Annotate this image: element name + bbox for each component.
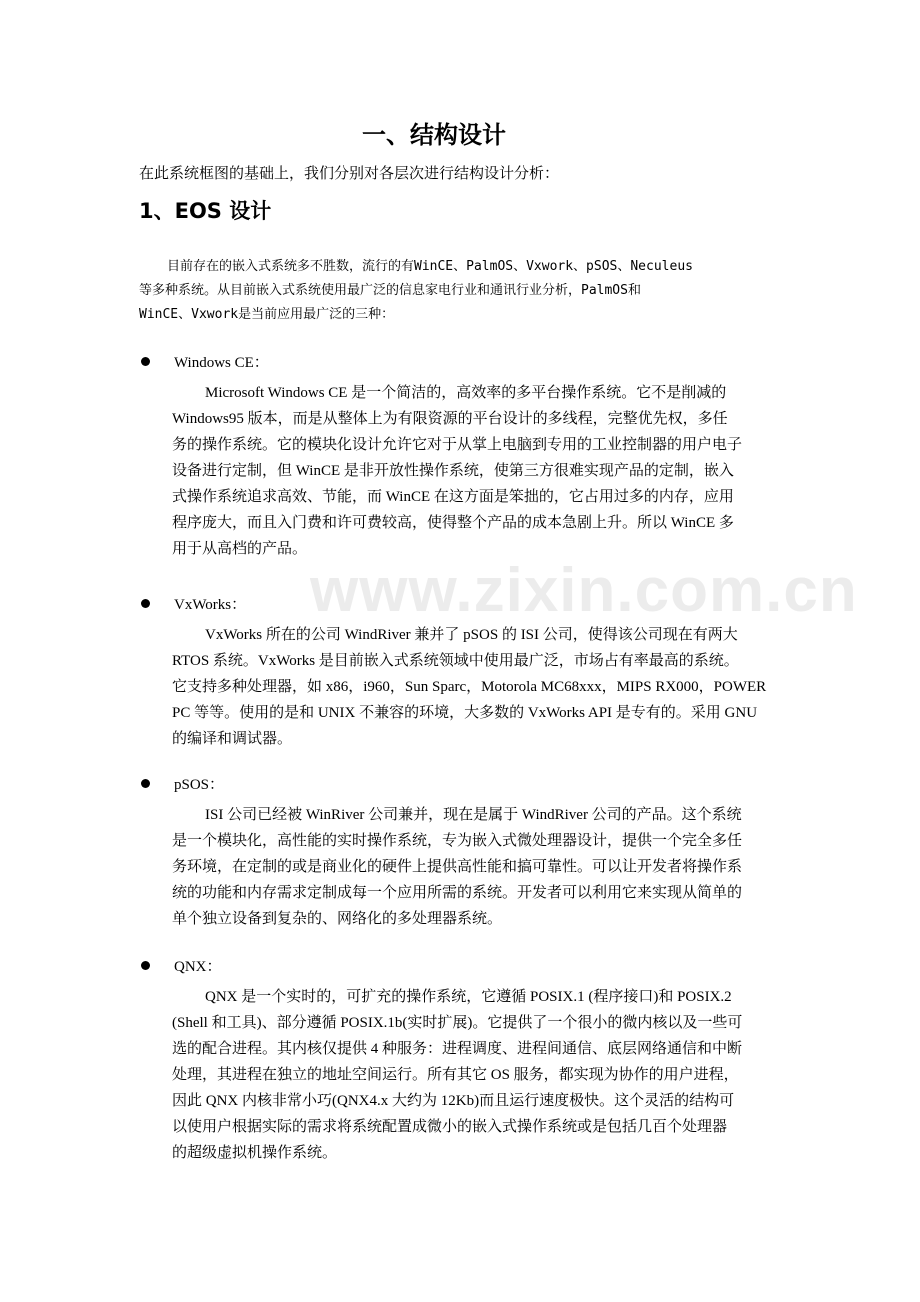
bullet-icon [141,599,150,608]
body-line: 它支持多种处理器，如 x86，i960，Sun Sparc，Motorola MC68xxx，MIPS RX000，POWER [172,679,767,695]
paragraph-line: 目前存在的嵌入式系统多不胜数，流行的有WinCE、PalmOS、Vxwork、pSOS、Neculeus [167,259,693,274]
list-item-heading-wince [139,351,269,375]
body-line: 设备进行定制，但 WinCE 是非开放性操作系统，使第三方很难实现产品的定制，嵌入 [172,463,734,479]
list-item-heading-vxworks [139,593,246,617]
list-item-body-vxworks [172,622,792,752]
paragraph-line: 等多种系统。从目前嵌入式系统使用最广泛的信息家电行业和通讯行业分析，PalmOS和 [139,283,641,298]
body-line: 程序庞大，而且入门费和许可费较高，使得整个产品的成本急剧上升。所以 WinCE 多 [172,515,734,531]
body-line: VxWorks 所在的公司 WindRiver 兼并了 pSOS 的 ISI 公司，使得该公司现在有两大 [205,627,738,643]
body-line: QNX 是一个实时的，可扩充的操作系统，它遵循 POSIX.1 (程序接口)和 POSIX.2 [205,989,732,1005]
intro-text: 在此系统框图的基础上，我们分别对各层次进行结构设计分析： [139,164,560,182]
section-heading: 1、EOS 设计 [139,199,272,223]
item-heading-text: VxWorks： [174,597,247,613]
bullet-icon [141,357,150,366]
body-line: RTOS 系统。VxWorks 是目前嵌入式系统领域中使用最广泛，市场占有率最高的系统。 [172,653,739,669]
overview-paragraph [139,255,799,327]
body-line: Microsoft Windows CE 是一个简洁的，高效率的多平台操作系统。它不是削减的 [205,385,727,401]
body-line: 的编译和调试器。 [172,731,293,747]
item-heading-text: QNX： [174,959,222,975]
body-line: ISI 公司已经被 WinRiver 公司兼并，现在是属于 WindRiver 公司的产品。这个系统 [205,807,742,823]
watermark: www.zixin.com.cn [310,556,858,625]
body-line: 统的功能和内存需求定制成每一个应用所需的系统。开发者可以利用它来实现从简单的 [172,885,743,901]
bullet-icon [141,779,150,788]
body-line: 因此 QNX 内核非常小巧(QNX4.x 大约为 12Kb)而且运行速度极快。这个灵活的结构可 [172,1093,735,1109]
body-line: 处理，其进程在独立的地址空间运行。所有其它 OS 服务，都实现为协作的用户进程， [172,1067,739,1083]
body-line: 用于从高档的产品。 [172,541,308,557]
body-line: 选的配合进程。其内核仅提供 4 种服务：进程调度、进程间通信、底层网络通信和中断 [172,1041,743,1057]
body-line: 是一个模块化，高性能的实时操作系统，专为嵌入式微处理器设计，提供一个完全多任 [172,833,743,849]
body-line: Windows95 版本，而是从整体上为有限资源的平台设计的多线程，完整优先权，多任 [172,411,728,427]
body-line: 单个独立设备到复杂的、网络化的多处理器系统。 [172,911,503,927]
list-item-body-psos [172,802,792,932]
list-item-body-qnx [172,984,792,1166]
body-line: 务的操作系统。它的模块化设计允许它对于从掌上电脑到专用的工业控制器的用户电子 [172,437,743,453]
paragraph-line: WinCE、Vxwork是当前应用最广泛的三种： [139,307,395,322]
body-line: 的超级虚拟机操作系统。 [172,1145,338,1161]
body-line: 式操作系统追求高效、节能，而 WinCE 在这方面是笨拙的，它占用过多的内存，应用 [172,489,734,505]
item-heading-text: Windows CE： [174,355,269,371]
item-heading-text: pSOS： [174,777,225,793]
list-item-heading-qnx [139,955,222,979]
list-item-heading-psos [139,773,224,797]
body-line: 务环境，在定制的或是商业化的硬件上提供高性能和搞可靠性。可以让开发者将操作系 [172,859,743,875]
list-item-body-wince [172,380,792,562]
page-title: 一、结构设计 [362,121,506,149]
bullet-icon [141,961,150,970]
body-line: (Shell 和工具)、部分遵循 POSIX.1b(实时扩展)。它提供了一个很小的微内核以及一些可 [172,1015,743,1031]
body-line: 以使用户根据实际的需求将系统配置成微小的嵌入式操作系统或是包括几百个处理器 [172,1119,728,1135]
body-line: PC 等等。使用的是和 UNIX 不兼容的环境，大多数的 VxWorks API 是专有的。采用 GNU [172,705,758,721]
